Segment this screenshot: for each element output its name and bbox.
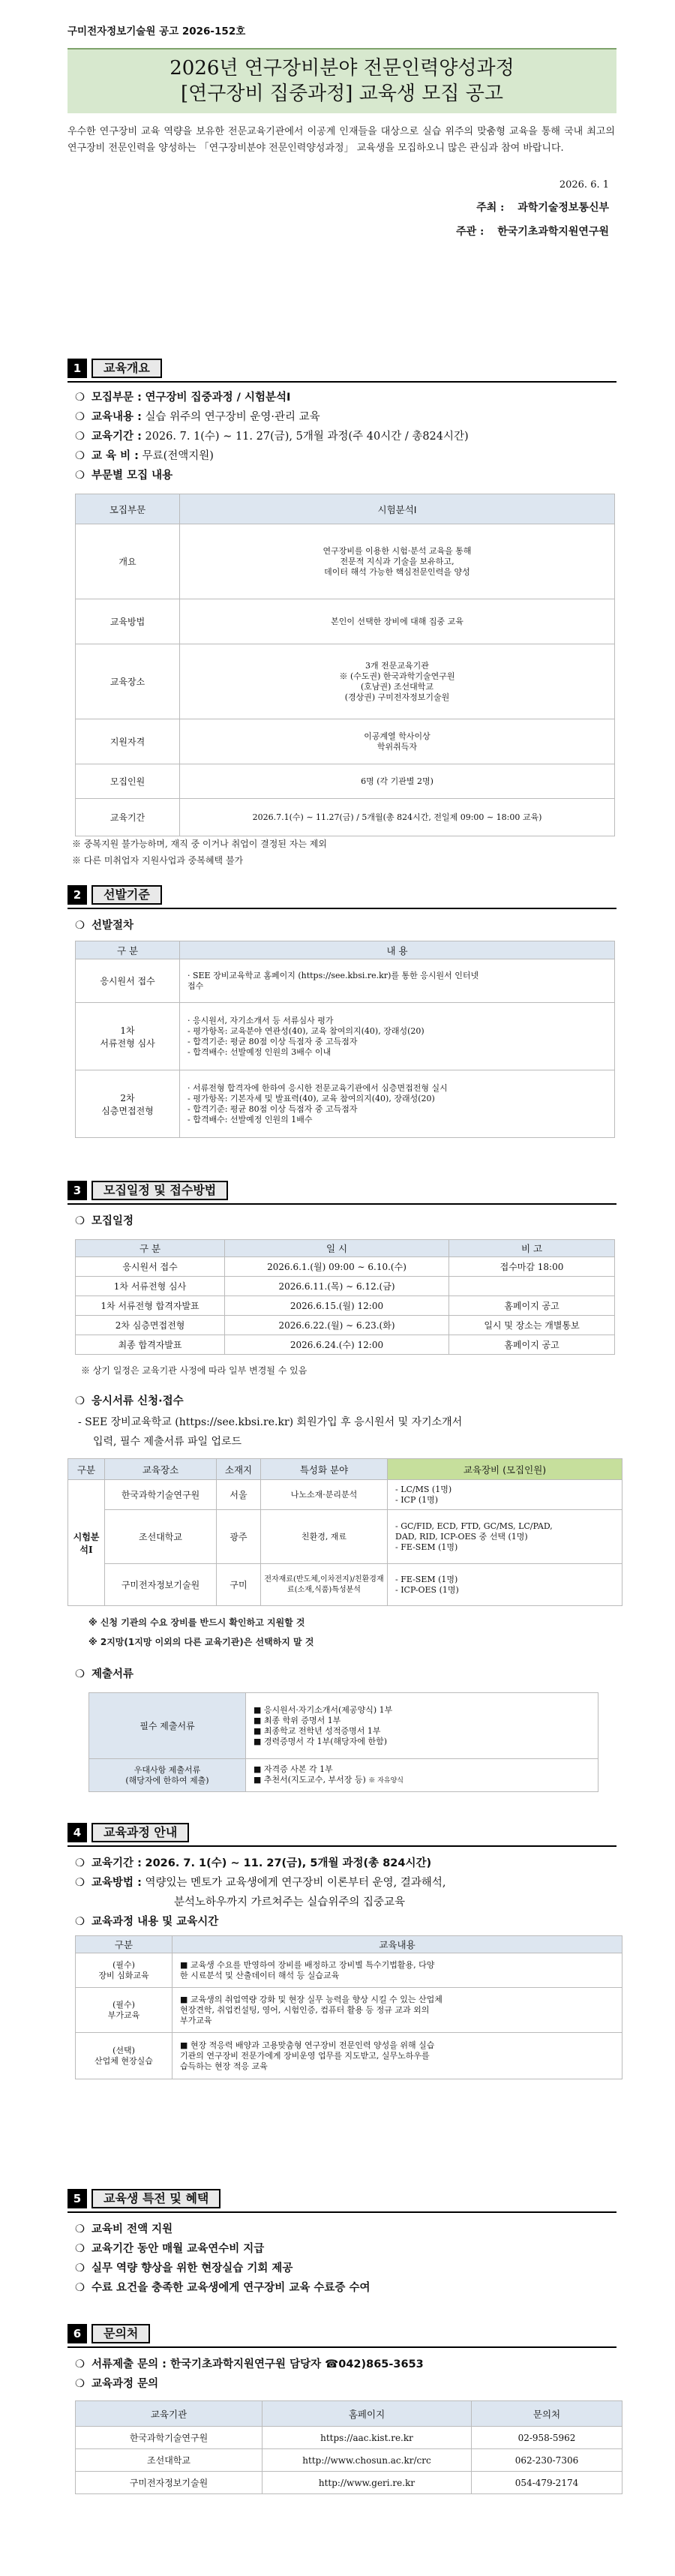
section-divider xyxy=(68,2211,616,2213)
notice-number: 구미전자정보기술원 공고 2026-152호 xyxy=(68,26,246,38)
sec1-item: ❍ 교육기간 : 2026. 7. 1(수) ∼ 11. 27(금), 5개월 과정(주 40시간 / 총824시간) xyxy=(75,431,469,443)
section-number: 3 xyxy=(68,1181,87,1200)
section-title: 교육과정 안내 xyxy=(92,1823,189,1842)
host-row xyxy=(0,200,609,215)
organizer-label: 주관 : xyxy=(456,226,484,238)
section-3-header xyxy=(68,1181,228,1200)
notice-title xyxy=(68,48,616,113)
notice-date: 2026. 6. 1 xyxy=(559,179,609,191)
section-title: 모집일정 및 접수방법 xyxy=(92,1181,228,1200)
section-divider xyxy=(68,1203,616,1205)
benefit-item: ❍ 수료 요건을 충족한 교육생에게 연구장비 교육 수료증 수여 xyxy=(75,2282,370,2294)
sec1-item: ❍ 교육내용 : 실습 위주의 연구장비 운영·관리 교육 xyxy=(75,411,320,423)
section-4-header xyxy=(68,1823,189,1842)
title-line-2: [연구장비 집중과정] 교육생 모집 공고 xyxy=(180,83,504,105)
curriculum-table: 구분 교육내용 (필수) 장비 심화교육 ■ 교육생 수요를 반영하여 장비를 배정하고 장비별 특수기법활용, 다양 한 시료분석 및 산출데이터 해석 등 실습교육 (필수) 부가교육 ■ 교육생의 취업역량 강화 및 현장 실무 능력을 향상 시킬 수 있는 산업체 현장견학, 취업컨설팅, 영어, 시험인증, 컴퓨터 활용 등 정규 교과 외의 부가교육 (선택) 산업체 현장실습 ■ 현장 적응력 배양과 고용맞춤형 연구장비 전문인력 양성을 위해 실습 기관의 연구장비 전문가에게 장비운영 업무를 지도받고, 실무노하우를 습득하는 현장 적응 교육 xyxy=(75,1935,622,2079)
homepage-link[interactable]: http://www.chosun.ac.kr/crc xyxy=(262,2449,472,2472)
section-number: 2 xyxy=(68,885,87,905)
schedule-table: 구 분 일 시 비 고 응시원서 접수 2026.6.1.(월) 09:00 ∼ 6.10.(수) 접수마감 18:00 1차 서류전형 심사 2026.6.11.(목) ∼ 6.12.(금) 1차 서류전형 합격자발표 2026.6.15.(월) 12:00 홈페이지 공고 2차 심층면접전형 2026.6.22.(월) ∼ 6.23.(화) 일시 및 장소는 개별통보 최종 합격자발표 2026.6.24.(수) 12:00 홈페이지 공고 xyxy=(75,1239,615,1355)
section-number: 6 xyxy=(68,2324,87,2343)
institution-table: 구분 교육장소 소재지 특성화 분야 교육장비 (모집인원) 시험분석Ⅰ 한국과학기술연구원 서울 나노소재·분리분석 - LC/MS (1명) - ICP (1명) 조선대학교 광주 친환경, 재료 - GC/FID, ECD, FTD, GC/MS, LC/PAD, DAD, RID, ICP-OES 중 선택 (1명) - FE-SEM (1명) 구미전자정보기술원 구미 전자재료(반도체,이차전지)/친환경재료(소재,식품)특성분석 - FE-SEM (1명) - ICP-OES (1명) xyxy=(68,1458,622,1606)
section-title: 문의처 xyxy=(92,2324,150,2343)
host-label: 주최 : xyxy=(476,202,505,214)
sec3-sub: ❍ 응시서류 신청·접수 xyxy=(75,1395,184,1407)
sec4-item: ❍ 교육방법 : 역량있는 멘토가 교육생에게 연구장비 이론부터 운영, 결과해석, xyxy=(75,1877,446,1889)
section-6-header xyxy=(68,2324,150,2343)
sec1-item: ❍ 부문별 모집 내용 xyxy=(75,470,173,482)
section-2-header xyxy=(68,885,162,905)
title-line-1: 2026년 연구장비분야 전문인력양성과정 xyxy=(170,57,514,80)
section-divider xyxy=(68,908,616,909)
selection-table: 구 분 내 용 응시원서 접수 · SEE 장비교육학교 홈페이지 (https://see.kbsi.re.kr)를 통한 응시원서 인터넷 접수 1차 서류전형 심사 · 응시원서, 자기소개서 등 서류심사 평가 - 평가항목: 교육분야 연관성(40), 교육 참여의지(40), 장래성(20) - 합격기준: 평균 80점 이상 득점자 중 고득점자 - 합격배수: 선발예정 인원의 3배수 이내 2차 심층면접전형 · 서류전형 합격자에 한하여 응시한 전문교육기관에서 심층면접전형 실시 - 평가항목: 기본자세 및 발표력(40), 교육 참여의지(40), 장래성(20) - 합격기준: 평균 80점 이상 득점자 중 고득점자 - 합격배수: 선발예정 인원의 1배수 xyxy=(75,941,615,1138)
intro-paragraph: 우수한 연구장비 교육 역량을 보유한 전문교육기관에서 이공계 인재들을 대상으로 실습 위주의 맞춤형 교육을 통해 국내 최고의 연구장비 전문인력을 양성하는 「연구장비분야 전문인력양성과정」 교육생을 모집하오니 많은 관심과 참여 바랍니다. xyxy=(68,126,615,154)
recruit-table: 모집부문 시험분석Ⅰ 개요 연구장비를 이용한 시험·분석 교육을 통해 전문적 지식과 기술을 보유하고, 데이터 해석 가능한 핵심전문인력을 양성 교육방법 본인이 선택한 장비에 대해 집중 교육 교육장소 3개 전문교육기관 ※ (수도권) 한국과학기술연구원 (호남권) 조선대학교 (경상권) 구미전자정보기술원 지원자격 이공계열 학사이상 학위취득자 모집인원 6명 (각 기관별 2명) 교육기간 2026.7.1(수) ∼ 11.27(금) / 5개월(총 824시간, 전일제 09:00 ∼ 18:00 교육) xyxy=(75,494,615,836)
sec1-note: ※ 다른 미취업자 지원사업과 중복혜택 불가 xyxy=(72,855,244,866)
sec1-item: ❍ 모집부문 : 연구장비 집중과정 / 시험분석Ⅰ xyxy=(75,392,291,404)
sec3-sub: ❍ 모집일정 xyxy=(75,1215,134,1227)
host-value: 과학기술정보통신부 xyxy=(518,202,609,214)
section-divider xyxy=(68,381,616,383)
sec3-sub: ❍ 제출서류 xyxy=(75,1668,134,1680)
sec4-item-cont: 분석노하우까지 가르쳐주는 실습위주의 집중교육 xyxy=(174,1896,405,1908)
schedule-note: ※ 상기 일정은 교육기관 사정에 따라 일부 변경될 수 있음 xyxy=(81,1365,308,1376)
sec4-item: ❍ 교육기간 : 2026. 7. 1(수) ∼ 11. 27(금), 5개월 과정(총 824시간) xyxy=(75,1857,432,1869)
section-number: 1 xyxy=(68,359,87,378)
section-divider xyxy=(68,1845,616,1847)
organizer-row xyxy=(0,224,609,239)
homepage-link[interactable]: http://www.geri.re.kr xyxy=(262,2472,472,2494)
section-number: 5 xyxy=(68,2189,87,2208)
homepage-link[interactable]: https://aac.kist.re.kr xyxy=(262,2427,472,2449)
section-1-header xyxy=(68,359,162,378)
benefit-item: ❍ 교육기간 동안 매월 교육연수비 지급 xyxy=(75,2243,265,2255)
section-number: 4 xyxy=(68,1823,87,1842)
section-title: 교육개요 xyxy=(92,359,162,378)
contact-item: ❍ 서류제출 문의 : 한국기초과학지원연구원 담당자 ☎042)865-3653 xyxy=(75,2358,424,2370)
section-title: 선발기준 xyxy=(92,885,162,905)
benefit-item: ❍ 교육비 전액 지원 xyxy=(75,2223,173,2235)
institution-note: ※ 신청 기관의 수요 장비를 반드시 확인하고 지원할 것 xyxy=(88,1617,305,1628)
contact-table: 교육기관 홈페이지 문의처 한국과학기술연구원 https://aac.kist.re.kr 02-958-5962 조선대학교 http://www.chosun.ac.kr/crc 062-230-7306 구미전자정보기술원 http://www.geri.re.kr 054-479-2174 xyxy=(75,2400,622,2494)
contact-item: ❍ 교육과정 문의 xyxy=(75,2378,159,2390)
section-5-header xyxy=(68,2189,220,2208)
section-divider xyxy=(68,2346,616,2348)
section-title: 교육생 특전 및 혜택 xyxy=(92,2189,220,2208)
apply-text: - SEE 장비교육학교 (https://see.kbsi.re.kr) 회원가입 후 응시원서 및 자기소개서 xyxy=(78,1416,463,1428)
organizer-value: 한국기초과학지원연구원 xyxy=(497,226,609,238)
apply-text: 입력, 필수 제출서류 파일 업로드 xyxy=(93,1436,242,1448)
sec1-item: ❍ 교 육 비 : 무료(전액지원) xyxy=(75,450,214,462)
institution-note: ※ 2지망(1지망 이외의 다른 교육기관)은 선택하지 말 것 xyxy=(88,1637,314,1647)
sec4-item: ❍ 교육과정 내용 및 교육시간 xyxy=(75,1916,219,1928)
sec1-note: ※ 중복지원 불가능하며, 재직 중 이거나 취업이 결정된 자는 제외 xyxy=(72,839,327,849)
documents-table: 필수 제출서류 ■ 응시원서·자기소개서(제공양식) 1부 ■ 최종 학위 증명서 1부 ■ 최종학교 전학년 성적증명서 1부 ■ 경력증명서 각 1부(해당자에 한함) 우대사항 제출서류 (해당자에 한하여 제출) ■ 자격증 사본 각 1부 ■ 추천서(지도교수, 부서장 등) ※ 자유양식 xyxy=(88,1692,598,1792)
benefit-item: ❍ 실무 역량 향상을 위한 현장실습 기회 제공 xyxy=(75,2262,293,2274)
sec2-sub: ❍ 선발절차 xyxy=(75,920,134,932)
